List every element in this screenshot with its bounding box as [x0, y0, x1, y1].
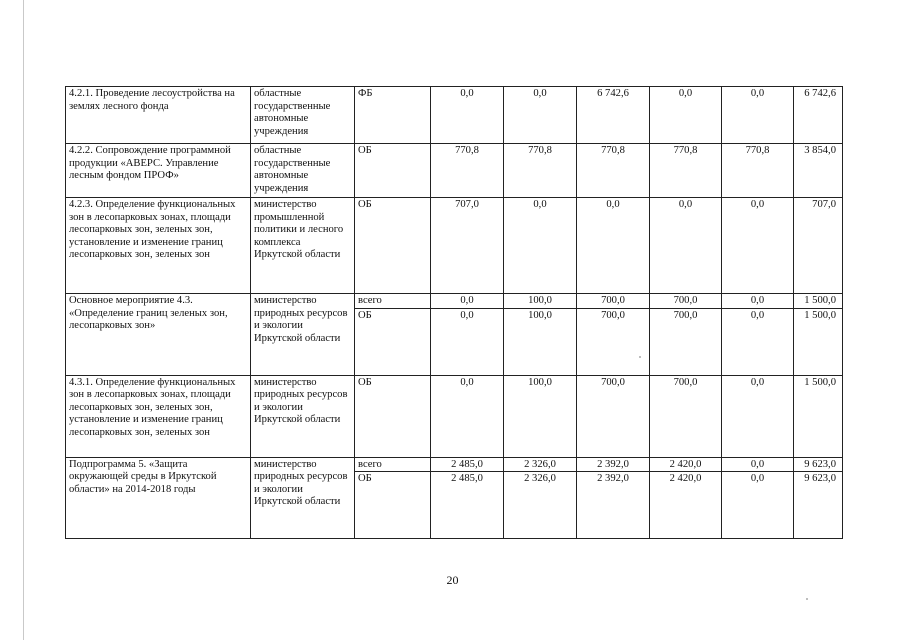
- value-2014-cell: 2 485,0: [431, 457, 504, 472]
- value-2014-cell: 0,0: [431, 375, 504, 457]
- value-2018-cell: 0,0: [722, 457, 794, 472]
- value-2014-cell: 0,0: [431, 87, 504, 144]
- table-row: [66, 375, 843, 457]
- value-2015-cell: 0,0: [504, 87, 577, 144]
- total-cell: 6 742,6: [794, 87, 843, 144]
- value-2015-cell: 2 326,0: [504, 472, 577, 539]
- value-2017-cell: 2 420,0: [650, 457, 722, 472]
- scan-speck: [806, 598, 808, 600]
- page-number: 20: [446, 573, 459, 587]
- executor-cell: министерство природных ресурсов и экологии Иркутской области: [251, 457, 355, 539]
- value-2016-cell: 700,0: [577, 375, 650, 457]
- executor-cell: областные государственные автономные учреждения: [251, 144, 355, 198]
- executor-cell: министерство природных ресурсов и экологии Иркутской области: [251, 294, 355, 376]
- executor-cell: министерство промышленной политики и лесного комплекса Иркутской области: [251, 198, 355, 294]
- value-2015-cell: 0,0: [504, 198, 577, 294]
- funding-source-cell: ОБ: [355, 308, 431, 375]
- value-2018-cell: 0,0: [722, 294, 794, 309]
- value-2014-cell: 0,0: [431, 308, 504, 375]
- value-2014-cell: 2 485,0: [431, 472, 504, 539]
- activity-name-cell: 4.3.1. Определение функциональных зон в лесопарковых зонах, площади лесопарковых зон, зеленых зон, установление и изменение границ лесопарковых зон, зеленых зон: [66, 375, 251, 457]
- value-2015-cell: 100,0: [504, 308, 577, 375]
- value-2015-cell: 100,0: [504, 375, 577, 457]
- value-2017-cell: 700,0: [650, 375, 722, 457]
- total-cell: 9 623,0: [794, 472, 843, 539]
- value-2016-cell: 700,0: [577, 308, 650, 375]
- funding-source-cell: ОБ: [355, 198, 431, 294]
- value-2014-cell: 0,0: [431, 294, 504, 309]
- table-row: [66, 457, 843, 472]
- value-2016-cell: 0,0: [577, 198, 650, 294]
- value-2017-cell: 0,0: [650, 198, 722, 294]
- value-2017-cell: 770,8: [650, 144, 722, 198]
- value-2017-cell: 0,0: [650, 87, 722, 144]
- budget-table: [65, 86, 843, 539]
- funding-source-cell: ОБ: [355, 472, 431, 539]
- value-2018-cell: 0,0: [722, 375, 794, 457]
- value-2018-cell: 770,8: [722, 144, 794, 198]
- total-cell: 707,0: [794, 198, 843, 294]
- value-2018-cell: 0,0: [722, 308, 794, 375]
- activity-name-cell: 4.2.1. Проведение лесоустройства на землях лесного фонда: [66, 87, 251, 144]
- value-2017-cell: 700,0: [650, 294, 722, 309]
- value-2016-cell: 2 392,0: [577, 457, 650, 472]
- executor-cell: областные государственные автономные учреждения: [251, 87, 355, 144]
- value-2014-cell: 770,8: [431, 144, 504, 198]
- value-2016-cell: 6 742,6: [577, 87, 650, 144]
- funding-source-cell: ОБ: [355, 144, 431, 198]
- total-cell: 9 623,0: [794, 457, 843, 472]
- executor-cell: министерство природных ресурсов и экологии Иркутской области: [251, 375, 355, 457]
- total-cell: 1 500,0: [794, 308, 843, 375]
- value-2018-cell: 0,0: [722, 198, 794, 294]
- value-2015-cell: 100,0: [504, 294, 577, 309]
- value-2016-cell: 2 392,0: [577, 472, 650, 539]
- funding-source-cell: ОБ: [355, 375, 431, 457]
- table-row: [66, 294, 843, 309]
- scan-speck: [639, 356, 641, 358]
- activity-name-cell: Основное мероприятие 4.3. «Определение границ зеленых зон, лесопарковых зон»: [66, 294, 251, 376]
- value-2015-cell: 770,8: [504, 144, 577, 198]
- total-cell: 1 500,0: [794, 375, 843, 457]
- activity-name-cell: 4.2.3. Определение функциональных зон в лесопарковых зонах, площади лесопарковых зон, зеленых зон, установление и изменение границ лесопарковых зон, зеленых зон: [66, 198, 251, 294]
- value-2018-cell: 0,0: [722, 87, 794, 144]
- activity-name-cell: 4.2.2. Сопровождение программной продукции «АВЕРС. Управление лесным фондом ПРОФ»: [66, 144, 251, 198]
- value-2016-cell: 700,0: [577, 294, 650, 309]
- table-row: [66, 198, 843, 294]
- table-row: [66, 144, 843, 198]
- value-2017-cell: 700,0: [650, 308, 722, 375]
- value-2015-cell: 2 326,0: [504, 457, 577, 472]
- total-cell: 3 854,0: [794, 144, 843, 198]
- value-2014-cell: 707,0: [431, 198, 504, 294]
- value-2017-cell: 2 420,0: [650, 472, 722, 539]
- funding-source-cell: ФБ: [355, 87, 431, 144]
- scan-margin-line: [23, 0, 24, 640]
- activity-name-cell: Подпрограмма 5. «Защита окружающей среды в Иркутской области» на 2014-2018 годы: [66, 457, 251, 539]
- total-cell: 1 500,0: [794, 294, 843, 309]
- funding-source-cell: всего: [355, 457, 431, 472]
- table-row: [66, 87, 843, 144]
- value-2016-cell: 770,8: [577, 144, 650, 198]
- funding-source-cell: всего: [355, 294, 431, 309]
- value-2018-cell: 0,0: [722, 472, 794, 539]
